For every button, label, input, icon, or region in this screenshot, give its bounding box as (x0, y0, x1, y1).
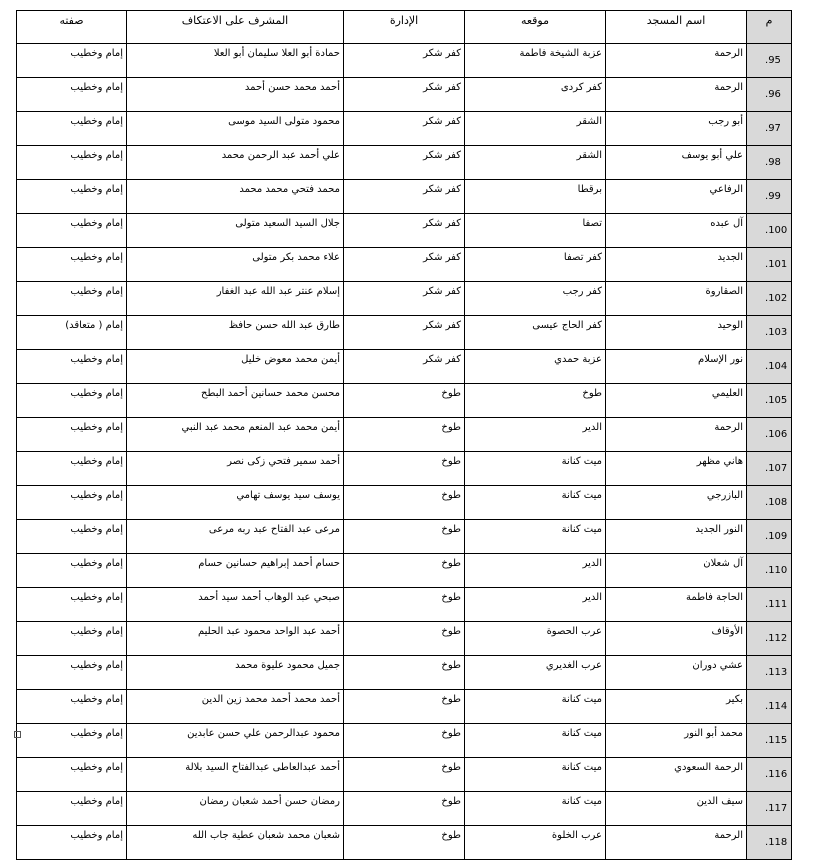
cell-mosque-name: الحاجة فاطمة (606, 588, 747, 622)
cell-mosque-name: النور الجديد (606, 520, 747, 554)
cell-number: 105. (747, 384, 792, 418)
paragraph-end-mark (14, 731, 21, 738)
cell-location: الدير (465, 588, 606, 622)
cell-location: ميت كنانة (465, 452, 606, 486)
cell-number: 115. (747, 724, 792, 758)
cell-role: إمام وخطيب (17, 792, 127, 826)
cell-administration: كفر شكر (344, 78, 465, 112)
cell-number: 114. (747, 690, 792, 724)
cell-supervisor: أيمن محمد عبد المنعم محمد عبد النبي (127, 418, 344, 452)
cell-supervisor: أحمد محمد حسن أحمد (127, 78, 344, 112)
cell-supervisor: رمضان حسن أحمد شعبان رمضان (127, 792, 344, 826)
cell-supervisor: جلال السيد السعيد متولى (127, 214, 344, 248)
cell-supervisor: محمد فتحي محمد محمد (127, 180, 344, 214)
cell-location: كفر رجب (465, 282, 606, 316)
cell-supervisor: شعبان محمد شعبان عطية جاب الله (127, 826, 344, 860)
cell-role: إمام وخطيب (17, 384, 127, 418)
header-num: م (747, 11, 792, 44)
table-row (17, 384, 792, 418)
cell-supervisor: أحمد محمد أحمد محمد زين الدين (127, 690, 344, 724)
cell-role: إمام وخطيب (17, 622, 127, 656)
cell-mosque-name: علي أبو يوسف (606, 146, 747, 180)
cell-role: إمام وخطيب (17, 146, 127, 180)
cell-number: 95. (747, 44, 792, 78)
cell-role: إمام وخطيب (17, 350, 127, 384)
cell-number: 99. (747, 180, 792, 214)
cell-location: الدير (465, 418, 606, 452)
cell-number: 118. (747, 826, 792, 860)
table-row (17, 554, 792, 588)
cell-administration: طوخ (344, 588, 465, 622)
cell-location: الشقر (465, 112, 606, 146)
cell-role: إمام وخطيب (17, 724, 127, 758)
cell-role: إمام وخطيب (17, 520, 127, 554)
cell-number: 101. (747, 248, 792, 282)
cell-number: 112. (747, 622, 792, 656)
cell-location: ميت كنانة (465, 792, 606, 826)
cell-mosque-name: الرحمة (606, 78, 747, 112)
cell-mosque-name: الأوقاف (606, 622, 747, 656)
cell-mosque-name: الوحيد (606, 316, 747, 350)
table-row (17, 690, 792, 724)
cell-mosque-name: الرحمة السعودي (606, 758, 747, 792)
table-row (17, 588, 792, 622)
cell-role: إمام وخطيب (17, 826, 127, 860)
cell-location: كفر تصفا (465, 248, 606, 282)
cell-supervisor: مرعى عبد الفتاح عبد ربه مرعى (127, 520, 344, 554)
table-row (17, 180, 792, 214)
cell-administration: طوخ (344, 384, 465, 418)
cell-role: إمام وخطيب (17, 554, 127, 588)
table-row (17, 248, 792, 282)
cell-supervisor: محسن محمد حسانين أحمد البطح (127, 384, 344, 418)
cell-supervisor: صبحي عبد الوهاب أحمد سيد أحمد (127, 588, 344, 622)
cell-supervisor: محمود عبدالرحمن علي حسن عابدين (127, 724, 344, 758)
cell-location: عرب الغديري (465, 656, 606, 690)
cell-mosque-name: البازرجي (606, 486, 747, 520)
table-row (17, 486, 792, 520)
table-header (17, 11, 792, 44)
cell-administration: طوخ (344, 622, 465, 656)
cell-supervisor: يوسف سيد يوسف تهامي (127, 486, 344, 520)
cell-mosque-name: آل عبده (606, 214, 747, 248)
cell-administration: كفر شكر (344, 248, 465, 282)
cell-role: إمام وخطيب (17, 112, 127, 146)
cell-role: إمام وخطيب (17, 656, 127, 690)
cell-administration: كفر شكر (344, 146, 465, 180)
header-location: موقعه (465, 11, 606, 44)
cell-administration: طوخ (344, 452, 465, 486)
cell-administration: طوخ (344, 724, 465, 758)
header-mosque-name: اسم المسجد (606, 11, 747, 44)
cell-number: 98. (747, 146, 792, 180)
cell-supervisor: جميل محمود عليوة محمد (127, 656, 344, 690)
cell-role: إمام وخطيب (17, 78, 127, 112)
cell-number: 100. (747, 214, 792, 248)
cell-location: ميت كنانة (465, 690, 606, 724)
cell-mosque-name: عشي دوران (606, 656, 747, 690)
cell-administration: طوخ (344, 418, 465, 452)
cell-location: الدير (465, 554, 606, 588)
supervisors-table (16, 10, 792, 860)
cell-supervisor: علاء محمد بكر متولى (127, 248, 344, 282)
cell-number: 97. (747, 112, 792, 146)
header-supervisor: المشرف على الاعتكاف (127, 11, 344, 44)
cell-role: إمام وخطيب (17, 486, 127, 520)
table-row (17, 282, 792, 316)
cell-administration: طوخ (344, 826, 465, 860)
cell-location: تصفا (465, 214, 606, 248)
table-body (17, 44, 792, 860)
cell-number: 109. (747, 520, 792, 554)
cell-administration: طوخ (344, 520, 465, 554)
cell-administration: كفر شكر (344, 112, 465, 146)
table-row (17, 78, 792, 112)
cell-mosque-name: سيف الدين (606, 792, 747, 826)
cell-supervisor: أحمد عبد الواحد محمود عبد الحليم (127, 622, 344, 656)
cell-location: ميت كنانة (465, 486, 606, 520)
cell-number: 116. (747, 758, 792, 792)
table-row (17, 826, 792, 860)
cell-mosque-name: محمد أبو النور (606, 724, 747, 758)
cell-administration: طوخ (344, 792, 465, 826)
cell-mosque-name: بكير (606, 690, 747, 724)
cell-mosque-name: نور الإسلام (606, 350, 747, 384)
cell-supervisor: حمادة أبو العلا سليمان أبو العلا (127, 44, 344, 78)
cell-location: ميت كنانة (465, 520, 606, 554)
cell-supervisor: أيمن محمد معوض خليل (127, 350, 344, 384)
header-role: صفته (17, 11, 127, 44)
cell-administration: طوخ (344, 554, 465, 588)
cell-supervisor: طارق عبد الله حسن حافظ (127, 316, 344, 350)
cell-administration: طوخ (344, 758, 465, 792)
cell-role: إمام وخطيب (17, 214, 127, 248)
cell-administration: طوخ (344, 690, 465, 724)
cell-role: إمام وخطيب (17, 248, 127, 282)
table-row (17, 792, 792, 826)
cell-role: إمام وخطيب (17, 44, 127, 78)
cell-mosque-name: الجديد (606, 248, 747, 282)
cell-role: إمام وخطيب (17, 452, 127, 486)
cell-number: 106. (747, 418, 792, 452)
cell-supervisor: أحمد عبدالعاطى عبدالفتاح السيد بلالة (127, 758, 344, 792)
cell-supervisor: محمود متولى السيد موسى (127, 112, 344, 146)
cell-mosque-name: أبو رجب (606, 112, 747, 146)
table-row (17, 112, 792, 146)
table-row (17, 622, 792, 656)
cell-mosque-name: آل شعلان (606, 554, 747, 588)
cell-number: 102. (747, 282, 792, 316)
cell-location: كفر الحاج عيسى (465, 316, 606, 350)
header-row (17, 11, 792, 44)
cell-supervisor: حسام أحمد إبراهيم حسانين حسام (127, 554, 344, 588)
table-row (17, 656, 792, 690)
cell-number: 110. (747, 554, 792, 588)
cell-number: 96. (747, 78, 792, 112)
cell-number: 107. (747, 452, 792, 486)
cell-supervisor: علي أحمد عبد الرحمن محمد (127, 146, 344, 180)
cell-role: إمام وخطيب (17, 690, 127, 724)
cell-number: 108. (747, 486, 792, 520)
cell-mosque-name: الرحمة (606, 44, 747, 78)
cell-number: 111. (747, 588, 792, 622)
header-administration: الإدارة (344, 11, 465, 44)
table-row (17, 214, 792, 248)
cell-location: ميت كنانة (465, 758, 606, 792)
cell-role: إمام وخطيب (17, 588, 127, 622)
table-row (17, 452, 792, 486)
cell-mosque-name: الرفاعي (606, 180, 747, 214)
cell-administration: كفر شكر (344, 282, 465, 316)
cell-supervisor: أحمد سمير فتحي زكى نصر (127, 452, 344, 486)
cell-role: إمام وخطيب (17, 282, 127, 316)
table-row (17, 350, 792, 384)
cell-number: 113. (747, 656, 792, 690)
cell-location: الشقر (465, 146, 606, 180)
cell-administration: طوخ (344, 656, 465, 690)
table-row (17, 146, 792, 180)
cell-administration: طوخ (344, 486, 465, 520)
cell-administration: كفر شكر (344, 350, 465, 384)
table-row (17, 758, 792, 792)
cell-mosque-name: الصقاروة (606, 282, 747, 316)
cell-administration: كفر شكر (344, 316, 465, 350)
cell-location: طوخ (465, 384, 606, 418)
cell-number: 104. (747, 350, 792, 384)
cell-mosque-name: العليمي (606, 384, 747, 418)
table-row (17, 44, 792, 78)
table-row (17, 418, 792, 452)
table-row (17, 724, 792, 758)
cell-role: إمام وخطيب (17, 180, 127, 214)
cell-mosque-name: هاني مظهر (606, 452, 747, 486)
table-row (17, 316, 792, 350)
cell-location: عزبة حمدي (465, 350, 606, 384)
cell-mosque-name: الرحمة (606, 418, 747, 452)
cell-number: 103. (747, 316, 792, 350)
cell-location: كفر كردى (465, 78, 606, 112)
cell-role: إمام وخطيب (17, 418, 127, 452)
cell-role: إمام ( متعاقد) (17, 316, 127, 350)
cell-number: 117. (747, 792, 792, 826)
cell-mosque-name: الرحمة (606, 826, 747, 860)
cell-administration: كفر شكر (344, 44, 465, 78)
cell-role: إمام وخطيب (17, 758, 127, 792)
cell-supervisor: إسلام عنتر عبد الله عبد الغفار (127, 282, 344, 316)
cell-location: عرب الخلوة (465, 826, 606, 860)
cell-location: عرب الحصوة (465, 622, 606, 656)
cell-location: ميت كنانة (465, 724, 606, 758)
cell-location: برقطا (465, 180, 606, 214)
table-row (17, 520, 792, 554)
cell-administration: كفر شكر (344, 214, 465, 248)
cell-location: عزبة الشيخة فاطمة (465, 44, 606, 78)
cell-administration: كفر شكر (344, 180, 465, 214)
